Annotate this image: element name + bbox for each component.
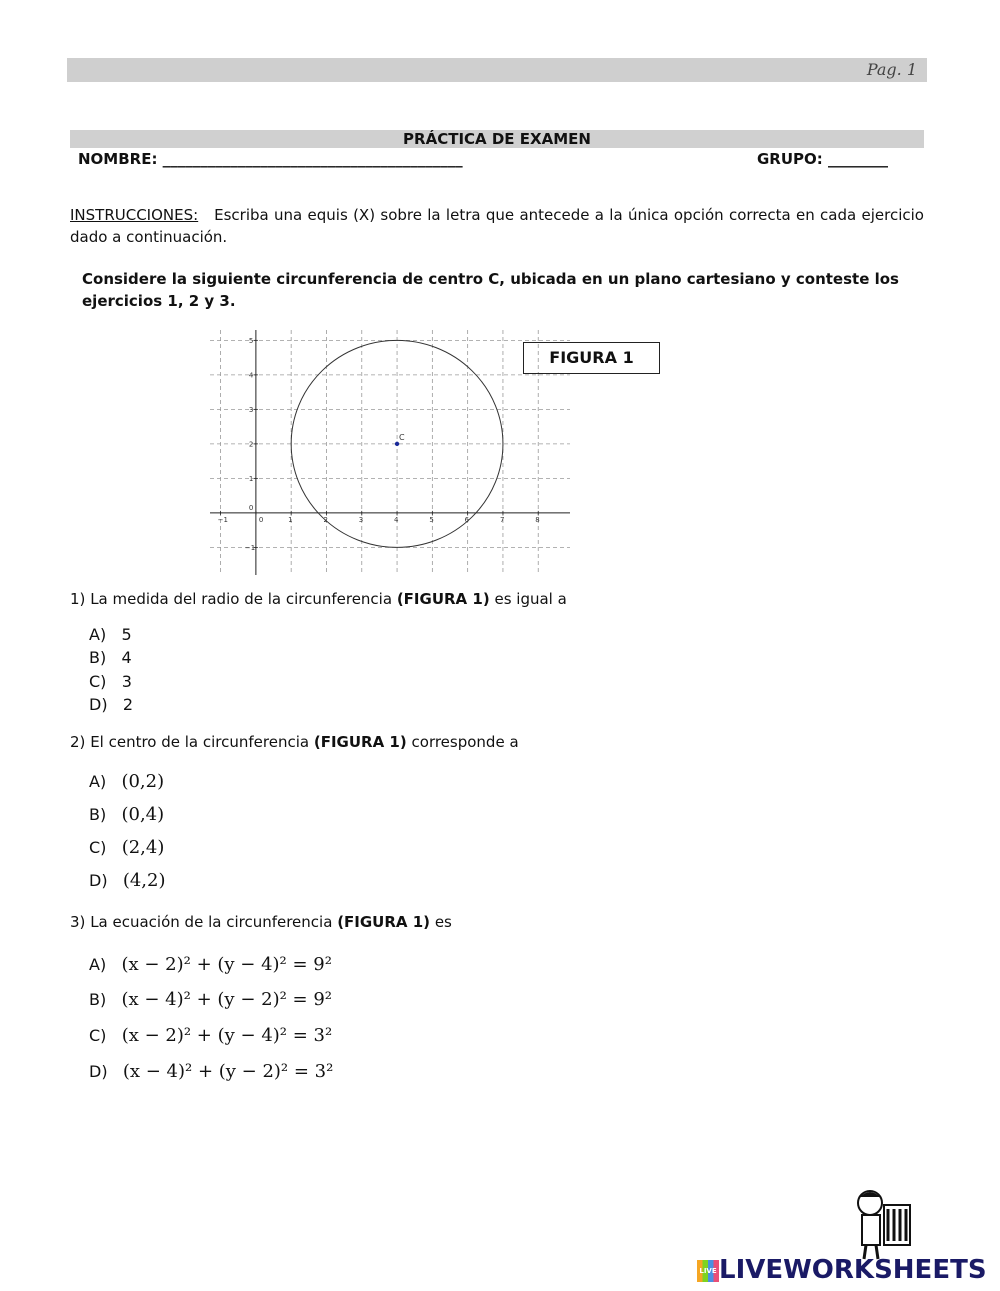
question-number: 1) [70, 590, 86, 608]
q2-option-a[interactable] [89, 771, 164, 792]
option-letter[interactable]: B) [89, 990, 107, 1009]
question-text-end: es igual a [494, 590, 567, 608]
option-value: (4,2) [122, 870, 166, 891]
y-tick-label: 2 [248, 440, 254, 449]
x-tick-label: 4 [394, 515, 399, 524]
option-value: (x − 2)² + (y − 4)² = 3² [121, 1025, 333, 1046]
y-tick-label: 3 [248, 405, 254, 414]
question-text: La medida del radio de la circunferencia [90, 590, 393, 608]
y-tick-label: 0 [248, 503, 254, 512]
option-letter[interactable]: A) [89, 772, 107, 791]
q3-option-b[interactable] [89, 989, 332, 1010]
page-number: Pag. 1 [866, 60, 917, 79]
logo-text: LIVEWORKSHEETS [719, 1255, 987, 1285]
x-tick-label: 7 [499, 515, 505, 524]
q1-option-c[interactable] [89, 672, 132, 691]
option-letter[interactable]: C) [89, 672, 107, 691]
option-letter[interactable]: C) [89, 1026, 107, 1045]
question-2 [70, 733, 519, 751]
x-tick-label: 8 [535, 515, 540, 524]
option-value: (x − 2)² + (y − 4)² = 9² [121, 954, 332, 975]
center-point-label: C [399, 432, 405, 442]
q2-option-c[interactable] [89, 837, 164, 858]
question-1 [70, 590, 567, 608]
x-tick-label: −1 [217, 515, 228, 524]
option-value: (2,4) [121, 837, 165, 858]
option-letter[interactable]: B) [89, 648, 107, 667]
question-text-end: corresponde a [411, 733, 519, 751]
option-letter[interactable]: C) [89, 838, 107, 857]
x-tick-label: 2 [323, 515, 328, 524]
instructions [70, 204, 924, 248]
question-text: El centro de la circunferencia [90, 733, 310, 751]
x-tick-label: 0 [258, 515, 264, 524]
instructions-text: Escriba una equis (X) sobre la letra que antecede a la única opción correcta en cada ejercicio dado a continuación. [70, 206, 924, 246]
option-value: (x − 4)² + (y − 2)² = 3² [122, 1061, 334, 1082]
exam-title: PRÁCTICA DE EXAMEN [403, 130, 591, 148]
option-value: 2 [122, 695, 134, 714]
option-letter[interactable]: D) [89, 871, 108, 890]
option-letter[interactable]: B) [89, 805, 107, 824]
q1-option-b[interactable] [89, 648, 132, 667]
q2-option-b[interactable] [89, 804, 164, 825]
q1-option-d[interactable] [89, 695, 133, 714]
option-value: 3 [121, 672, 132, 691]
x-tick-label: 6 [464, 515, 470, 524]
y-tick-label: 4 [248, 371, 254, 380]
question-3 [70, 913, 452, 931]
q3-option-a[interactable] [89, 954, 332, 975]
option-letter[interactable]: A) [89, 625, 107, 644]
y-tick-label: −1 [244, 543, 256, 552]
option-letter[interactable]: A) [89, 955, 107, 974]
question-number: 3) [70, 913, 86, 931]
mascot-icon [848, 1185, 923, 1260]
x-tick-label: 3 [358, 515, 364, 524]
title-bar [70, 130, 924, 148]
x-tick-label: 5 [429, 515, 434, 524]
y-tick-label: 5 [248, 336, 254, 345]
consider-text: Considere la siguiente circunferencia de centro C, ubicada en un plano cartesiano y conteste los ejercicios 1, 2 y 3. [82, 270, 899, 310]
liveworksheets-logo [697, 1255, 987, 1285]
q2-option-d[interactable] [89, 870, 166, 891]
figure-label-box: FIGURA 1 [523, 342, 660, 374]
option-value: (0,4) [121, 804, 165, 825]
x-tick-label: 1 [288, 515, 293, 524]
option-value: (0,2) [121, 771, 165, 792]
grupo-field[interactable]: GRUPO: ________ [757, 150, 889, 168]
page-header-bar [67, 58, 927, 82]
q3-option-d[interactable] [89, 1061, 333, 1082]
nombre-field[interactable]: NOMBRE: ________________________________________ [78, 150, 463, 168]
question-figure-ref: (FIGURA 1) [337, 913, 431, 931]
question-text-end: es [434, 913, 452, 931]
option-value: 4 [121, 648, 132, 667]
question-number: 2) [70, 733, 86, 751]
instructions-label: INSTRUCCIONES: [70, 206, 199, 224]
q1-option-a[interactable] [89, 625, 132, 644]
question-figure-ref: (FIGURA 1) [396, 590, 490, 608]
option-value: (x − 4)² + (y − 2)² = 9² [121, 989, 332, 1010]
option-letter[interactable]: D) [89, 695, 108, 714]
y-tick-label: 1 [248, 474, 254, 483]
logo-color-blocks: LIVE [697, 1260, 719, 1282]
option-letter[interactable]: D) [89, 1062, 108, 1081]
option-value: 5 [121, 625, 132, 644]
center-point-c [395, 442, 399, 446]
question-text: La ecuación de la circunferencia [90, 913, 333, 931]
question-figure-ref: (FIGURA 1) [313, 733, 407, 751]
q3-option-c[interactable] [89, 1025, 332, 1046]
